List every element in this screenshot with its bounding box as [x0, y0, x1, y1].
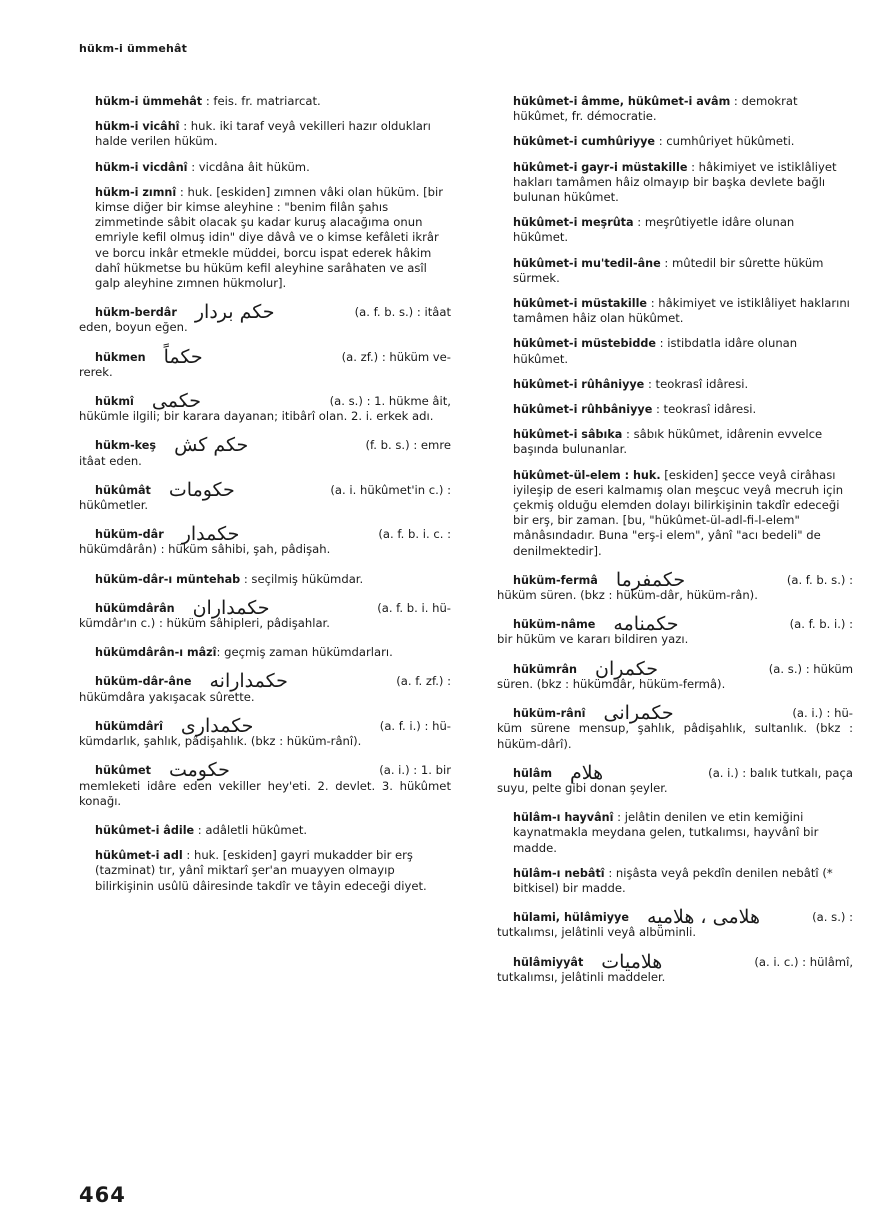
arabic-script: حکمدارانه	[209, 670, 288, 693]
dictionary-entry	[79, 645, 451, 660]
arabic-script: هلامیات	[601, 950, 663, 973]
arabic-script: حکمرانی	[603, 702, 674, 725]
definition: küm sürene mensup, şahlık, pâdişahlık, sultanlık. (bkz : hüküm-dârî).	[497, 721, 853, 751]
definition: : mûtedil bir sûrette hüküm sürmek.	[513, 255, 824, 285]
dictionary-entry	[497, 906, 853, 940]
definition: : huk. [eskiden] gayri mukadder bir erş (tazminat) tır, yânî miktarî şer'an muayyen olmayıp bilirkişinin usûlü dâiresinde takdîr ve tâyin edeceği diyet.	[95, 848, 427, 893]
headword: hükûmet-i âmme, hükûmet-i avâm	[513, 95, 731, 108]
headword: hükûmet	[95, 764, 151, 778]
headword: hülâm-ı hayvânî	[513, 811, 614, 825]
arabic-script: هلام	[569, 761, 604, 784]
arabic-script: حکمی	[151, 390, 201, 413]
definition: : adâletli hükûmet.	[194, 822, 308, 837]
headword: hüküm-dâr-âne	[95, 675, 192, 689]
definition: : seçilmiş hükümdar.	[240, 571, 364, 586]
dictionary-entry	[79, 478, 451, 513]
dictionary-entry	[497, 468, 853, 559]
grammar-info: (a. f. i.) : hü-	[379, 718, 451, 733]
definition: tutkalımsı, jelâtinli veyâ albüminli.	[497, 925, 697, 940]
definition: : teokrasî idâresi.	[652, 402, 757, 417]
definition: hükümle ilgili; bir karara dayanan; itibârî olan. 2. i. erkek adı.	[79, 409, 434, 424]
definition: : geçmiş zaman hükümdarları.	[216, 645, 393, 660]
arabic-script: هلامی ، هلامیه	[646, 906, 760, 929]
definition: hükümdârân) : hüküm sâhibi, şah, pâdişah.	[79, 542, 331, 557]
dictionary-entry	[79, 94, 451, 109]
dictionary-entry	[497, 613, 853, 647]
headword: hükümrân	[513, 662, 578, 676]
grammar-info: (a. f. b. s.) :	[786, 572, 853, 587]
headword: hüküm-rânî	[513, 707, 586, 721]
definition: : teokrasî idâresi.	[644, 376, 749, 391]
definition: süren. (bkz : hükümdâr, hüküm-fermâ).	[497, 676, 726, 691]
dictionary-entry	[497, 427, 853, 457]
dictionary-entry	[497, 336, 853, 366]
dictionary-entry	[79, 572, 451, 587]
dictionary-entry	[497, 702, 853, 752]
headword: hükûmet-i rûhâniyye	[513, 377, 645, 391]
definition: hükûmetler.	[79, 498, 149, 513]
headword: hüküm-dâr	[95, 528, 164, 542]
headword: hüküm-nâme	[513, 618, 596, 632]
headword: hükümdârân-ı mâzî	[95, 646, 217, 660]
arabic-script: حکم کش	[174, 434, 249, 457]
definition: bir hüküm ve kararı bildiren yazı.	[497, 632, 689, 647]
definition: [eskiden] şecce veyâ cirâhası iyileşip de eseri kalmamış olan meşcuc veyâ mecruh için çekmiş olduğu elemden dolayı bilirkişinin takdîr edeceği bir erş, bir zaman. [bu, "hükûmet-ül-adl-fi-l-elem" mânâsındadır. Buna "erş-i elem", yânî "acı bedeli" de denilmektedir].	[513, 467, 844, 558]
headword: hükûmet-ül-elem : huk.	[513, 468, 661, 482]
headword: hükûmet-i adl	[95, 849, 183, 863]
grammar-info: (a. f. b. i.) :	[789, 617, 853, 632]
dictionary-entry	[497, 568, 853, 603]
right-column	[497, 94, 853, 999]
definition: : huk. iki taraf veyâ vekilleri hazır oldukları halde verilen hüküm.	[95, 119, 431, 149]
definition: : feis. fr. matriarcat.	[202, 94, 321, 108]
grammar-info: (a. i. c.) : hülâmî,	[754, 954, 853, 969]
definition: : hâkimiyet ve istiklâliyet haklarını tamâmen hâiz olan hükûmet.	[513, 296, 850, 326]
arabic-script: حکمداری	[180, 714, 254, 737]
arabic-script: حکومت	[168, 759, 230, 782]
dictionary-entry	[497, 160, 853, 206]
definition: : sâbık hükûmet, idârenin evvelce başında bulunanlar.	[513, 427, 823, 457]
headword: hükûmât	[95, 483, 151, 497]
dictionary-entry	[497, 377, 853, 392]
arabic-script: حکومات	[168, 478, 235, 501]
dictionary-entry	[79, 596, 451, 631]
definition: : meşrûtiyetle idâre olunan hükûmet.	[513, 215, 795, 245]
dictionary-entry	[497, 134, 853, 149]
grammar-info: (a. f. b. i. hü-	[377, 600, 451, 615]
headword: hükm-keş	[95, 439, 157, 453]
definition: rerek.	[79, 364, 113, 379]
headword: hükümdârân	[95, 601, 175, 615]
headword: hükm-i vicdânî	[95, 160, 188, 174]
headword: hükm-berdâr	[95, 306, 177, 320]
definition: itâat eden.	[79, 453, 142, 468]
dictionary-entry	[497, 950, 853, 985]
grammar-info: (a. f. b. s.) : itâat	[354, 305, 451, 320]
arabic-script: حکماً	[163, 345, 203, 368]
dictionary-entry	[79, 848, 451, 894]
dictionary-entry	[497, 296, 853, 326]
headword: hükûmet-i cumhûriyye	[513, 135, 656, 149]
definition: hükümdâra yakışacak sûrette.	[79, 689, 255, 704]
definition: kümdarlık, şahlık, pâdişahlık. (bkz : hüküm-rânî).	[79, 734, 362, 749]
dictionary-entry	[79, 670, 451, 704]
grammar-info: (a. s.) :	[812, 910, 853, 925]
headword: hülâm	[513, 766, 552, 780]
headword: hükûmet-i mu'tedil-âne	[513, 256, 661, 270]
definition: : hâkimiyet ve istiklâliyet hakları tamâmen hâiz olmayıp bir başka devlete bağlı bulunan hükûmet.	[513, 159, 837, 205]
definition: : nişâsta veyâ pekdîn denilen nebâtî (* bitkisel) bir madde.	[513, 865, 833, 895]
dictionary-entry	[79, 185, 451, 291]
headword: hülami, hülâmiyye	[513, 911, 629, 925]
definition: : jelâtin denilen ve etin kemiğini kaynatmakla meydana gelen, tutkalımsı, hayvânî bir madde.	[513, 810, 819, 855]
page-number: 464	[79, 1183, 126, 1207]
definition: tutkalımsı, jelâtinli maddeler.	[497, 969, 666, 984]
left-column	[79, 94, 451, 904]
grammar-info: (a. s.) : 1. hükme âit,	[329, 394, 451, 409]
dictionary-entry	[79, 301, 451, 335]
definition: : istibdatla idâre olunan hükûmet.	[513, 336, 798, 366]
headword: hülâm-ı nebâtî	[513, 866, 605, 880]
grammar-info: (a. zf.) : hüküm ve-	[341, 349, 451, 364]
definition: memleketi idâre eden vekiller hey'eti. 2. devlet. 3. hükûmet konağı.	[79, 778, 451, 808]
headword: hükûmet-i müstakille	[513, 297, 648, 311]
headword: hükûmet-i âdile	[95, 823, 195, 837]
dictionary-entry	[79, 390, 451, 424]
dictionary-entry	[79, 714, 451, 749]
grammar-info: (a. f. zf.) :	[396, 674, 451, 689]
headword: hüküm-fermâ	[513, 573, 598, 587]
headword: hükûmet-i sâbıka	[513, 428, 623, 442]
definition: suyu, pelte gibi donan şeyler.	[497, 780, 668, 795]
dictionary-entry	[497, 402, 853, 417]
headword: hükûmet-i gayr-i müstakille	[513, 160, 688, 174]
definition: : vicdâna âit hüküm.	[187, 159, 310, 174]
definition: : cumhûriyet hükûmeti.	[655, 134, 795, 149]
dictionary-entry	[79, 119, 451, 149]
definition: : demokrat hükûmet, fr. démocratie.	[513, 94, 798, 124]
arabic-script: حکمنامه	[613, 613, 679, 636]
headword: hülâmiyyât	[513, 955, 584, 969]
dictionary-entry	[497, 657, 853, 692]
headword: hükûmet-i müstebidde	[513, 337, 656, 351]
dictionary-entry	[497, 94, 853, 124]
headword: hükmen	[95, 350, 146, 364]
grammar-info: (a. f. b. i. c. :	[378, 527, 451, 542]
dictionary-entry	[497, 215, 853, 245]
grammar-info: (a. i. hükûmet'in c.) :	[330, 482, 451, 497]
dictionary-entry	[79, 434, 451, 468]
dictionary-entry	[497, 810, 853, 856]
dictionary-entry	[497, 866, 853, 896]
dictionary-entry	[79, 823, 451, 838]
definition: eden, boyun eğen.	[79, 320, 188, 335]
headword: hükümdârî	[95, 719, 163, 733]
dictionary-entry	[79, 345, 451, 380]
grammar-info: (a. i.) : hü-	[792, 706, 853, 721]
dictionary-entry	[497, 256, 853, 286]
arabic-script: حکم بردار	[194, 301, 275, 324]
dictionary-entry	[79, 759, 451, 809]
headword: hükmî	[95, 395, 134, 409]
grammar-info: (a. i.) : balık tutkalı, paça	[708, 765, 853, 780]
arabic-script: حکمران	[595, 657, 658, 680]
grammar-info: (a. s.) : hüküm	[768, 661, 853, 676]
headword: hüküm-dâr-ı müntehab	[95, 572, 241, 586]
headword: hükm-i zımnî	[95, 185, 177, 199]
headword: hükm-i vicâhî	[95, 120, 180, 134]
definition: hüküm süren. (bkz : hüküm-dâr, hüküm-rân).	[497, 588, 758, 603]
running-head: hükm-i ümmehât	[79, 42, 188, 55]
headword: hükm-i ümmehât	[95, 95, 203, 108]
grammar-info: (a. i.) : 1. bir	[379, 763, 451, 778]
definition: : huk. [eskiden] zımnen vâki olan hüküm. [bir kimse diğer bir kimse aleyhine : "benim filân şahıs zimmetinde sâbit olacak şu kadar kuruş alacağıma onun emriyle kefil olmuş idin" diye dâvâ ve o kimse kefâleti ikrâr ve borcu inkâr etmekle müddei, borcu ispat ederek hâkim dahî hükmetse bu hüküm kefil aleyhine sarâhaten ve asîl galp aleyhine zımnen hükmolur].	[95, 184, 444, 291]
definition: kümdâr'ın c.) : hüküm sâhipleri, pâdişahlar.	[79, 616, 330, 631]
headword: hükûmet-i meşrûta	[513, 216, 634, 230]
arabic-script: حکمداران	[192, 596, 270, 619]
dictionary-entry	[79, 523, 451, 557]
dictionary-entry	[79, 160, 451, 175]
grammar-info: (f. b. s.) : emre	[365, 438, 451, 453]
headword: hükûmet-i rûhbâniyye	[513, 403, 653, 417]
dictionary-entry	[497, 761, 853, 796]
arabic-script: حکمدار	[181, 523, 240, 546]
arabic-script: حکمفرما	[615, 568, 686, 591]
